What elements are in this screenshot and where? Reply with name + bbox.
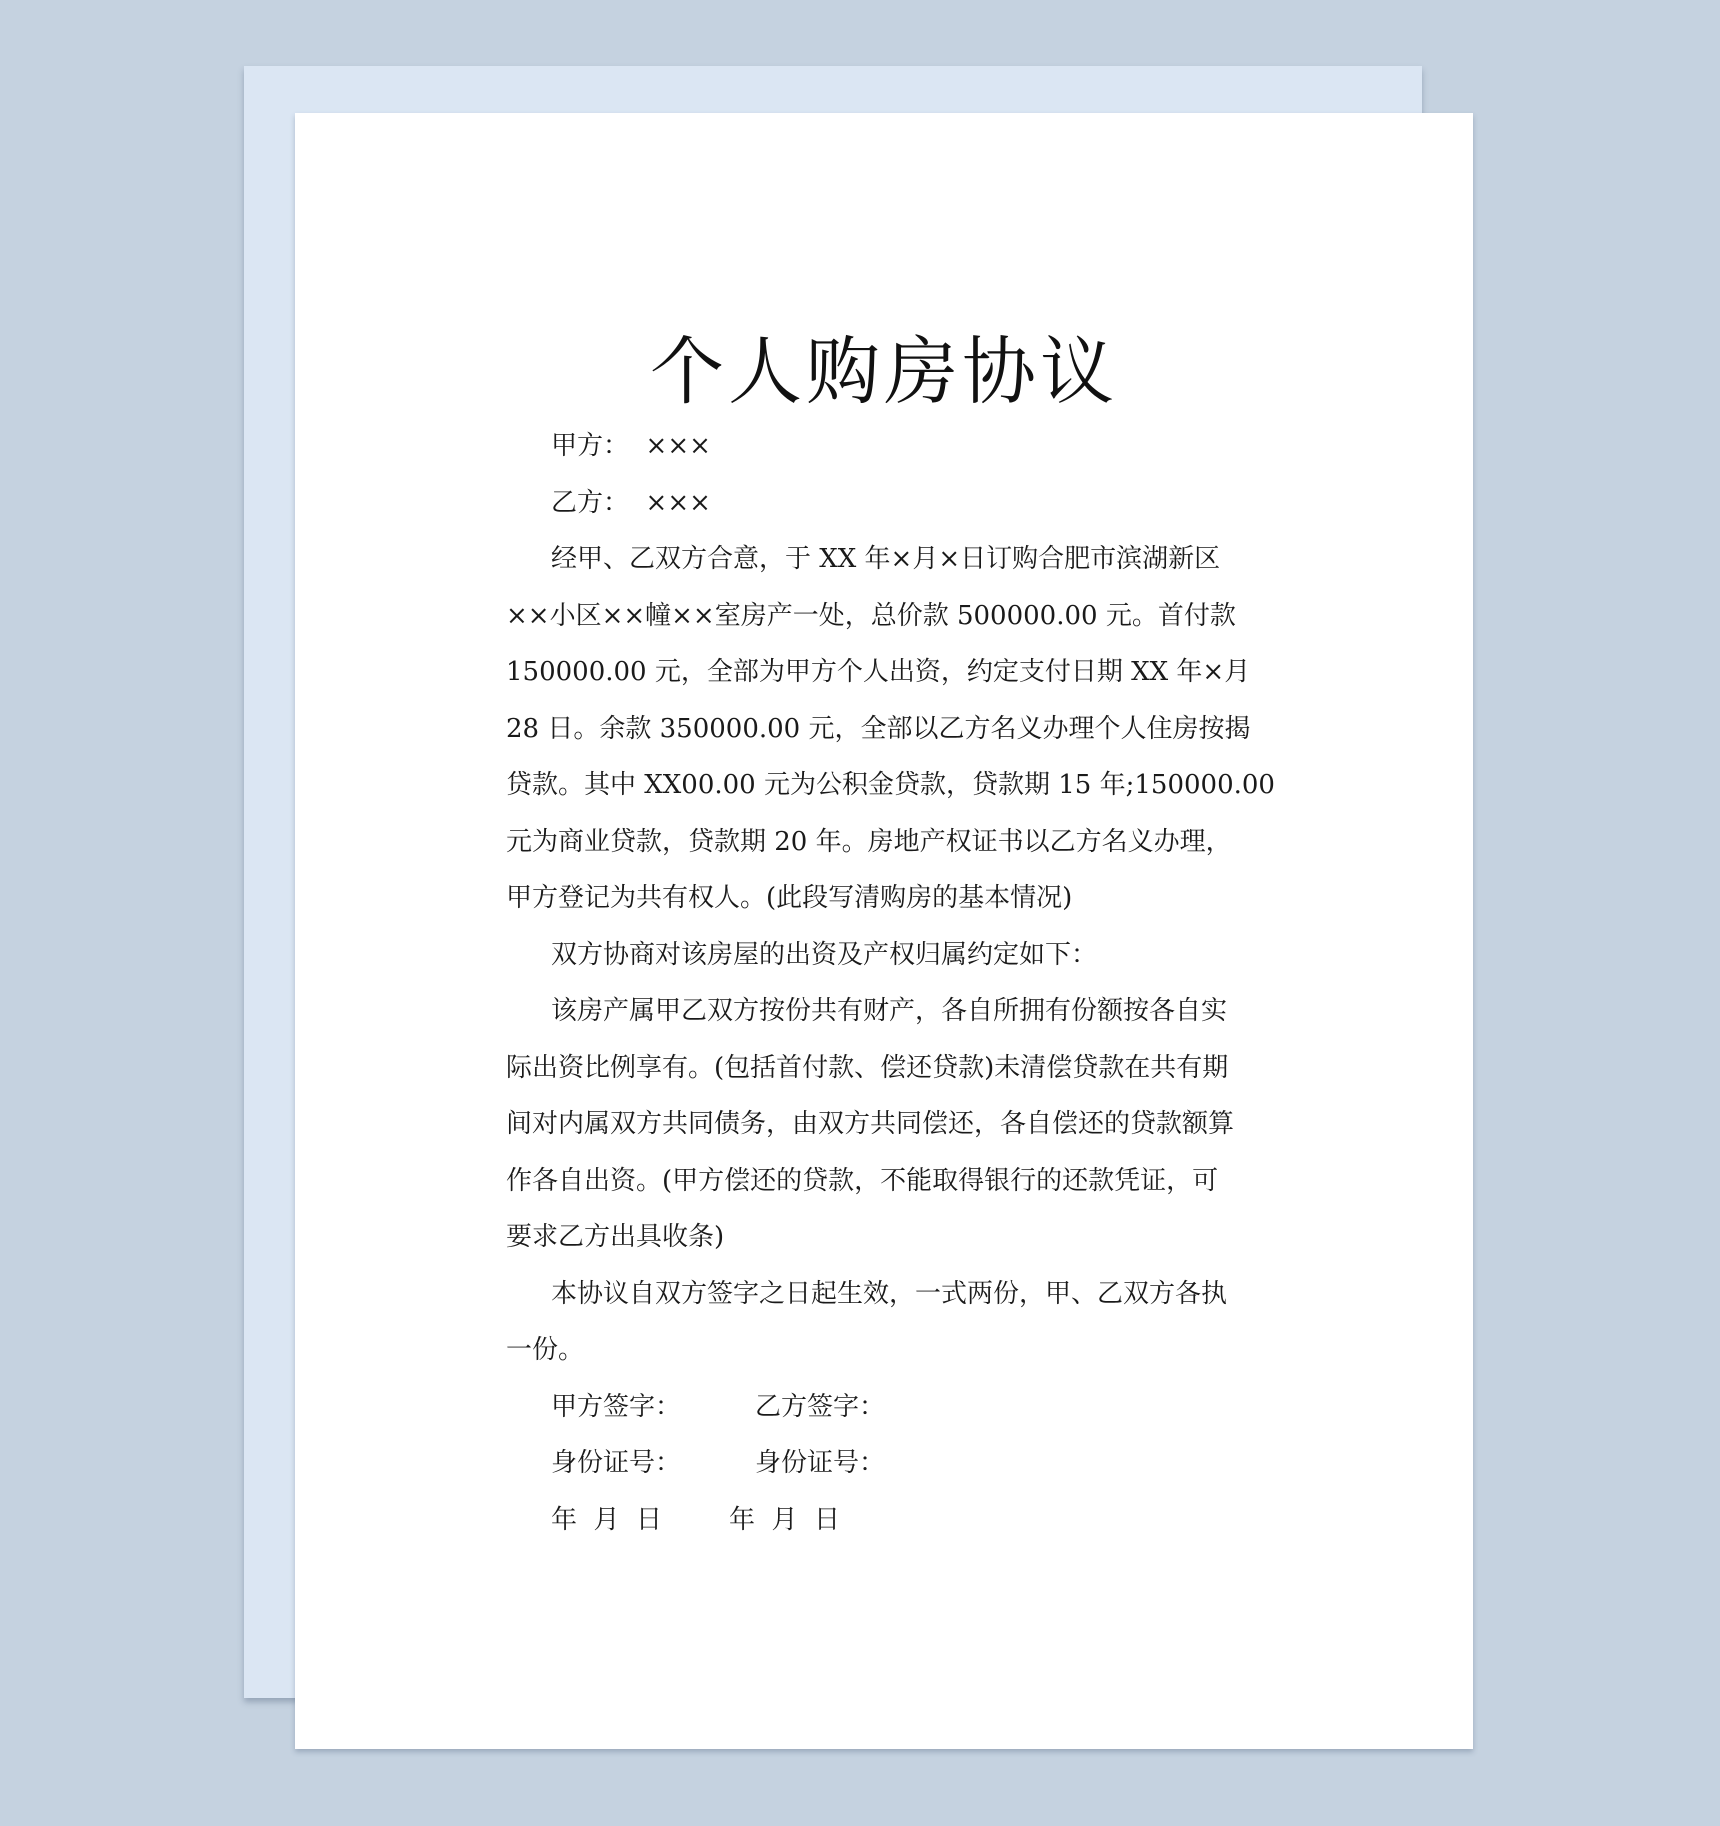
paragraph-agreement-intro: 双方协商对该房屋的出资及产权归属约定如下： xyxy=(551,939,1098,970)
paragraph-purchase-details xyxy=(506,531,1275,927)
party-a: 甲方： ××× xyxy=(551,431,711,461)
paragraph-effective xyxy=(506,1266,1266,1379)
text-line: 元为商业贷款，贷款期 20 年。房地产权证书以乙方名义办理， xyxy=(506,826,1232,857)
paragraph-ownership xyxy=(506,983,1266,1266)
party-a-signature-label: 甲方签字： xyxy=(551,1391,682,1422)
id-row xyxy=(506,1435,1266,1492)
text-line: 要求乙方出具收条) xyxy=(506,1222,725,1252)
party-b: 乙方： ××× xyxy=(551,487,711,518)
signature-row xyxy=(506,1379,1266,1436)
text-line: 28 日。余款 350000.00 元，全部以乙方名义办理个人住房按揭 xyxy=(506,713,1251,744)
text-line: 间对内属双方共同债务，由双方共同偿还，各自偿还的贷款额算 xyxy=(506,1109,1235,1139)
party-b-signature-label: 乙方签字： xyxy=(755,1391,886,1422)
party-b-id-label: 身份证号： xyxy=(755,1448,886,1478)
text-line: 甲方登记为共有权人。(此段写清购房的基本情况) xyxy=(506,883,1073,913)
text-line: 作各自出资。(甲方偿还的贷款，不能取得银行的还款凭证，可 xyxy=(506,1165,1219,1196)
text-line: 经甲、乙双方合意，于 XX 年×月×日订购合肥市滨湖新区 xyxy=(551,544,1221,574)
document-body xyxy=(506,418,1275,1548)
text-line: 际出资比例享有。(包括首付款、偿还贷款)未清偿贷款在共有期 xyxy=(506,1052,1229,1083)
text-line: ××小区××幢××室房产一处，总价款 500000.00 元。首付款 xyxy=(506,600,1236,631)
text-line: 150000.00 元，全部为甲方个人出资，约定支付日期 XX 年×月 xyxy=(506,657,1251,687)
text-line: 一份。 xyxy=(506,1335,585,1365)
text-line: 该房产属甲乙双方按份共有财产，各自所拥有份额按各自实 xyxy=(551,996,1228,1026)
party-b-date: 年 月 日 xyxy=(729,1504,841,1535)
document-page xyxy=(295,113,1473,1749)
text-line: 贷款。其中 XX00.00 元为公积金贷款，贷款期 15 年;150000.00 xyxy=(506,770,1275,800)
date-row xyxy=(506,1492,1266,1549)
party-a-date: 年 月 日 xyxy=(551,1504,663,1535)
party-a-id-label: 身份证号： xyxy=(551,1448,682,1478)
text-line: 本协议自双方签字之日起生效，一式两份，甲、乙双方各执 xyxy=(551,1278,1228,1309)
document-title: 个人购房协议 xyxy=(650,329,1118,415)
